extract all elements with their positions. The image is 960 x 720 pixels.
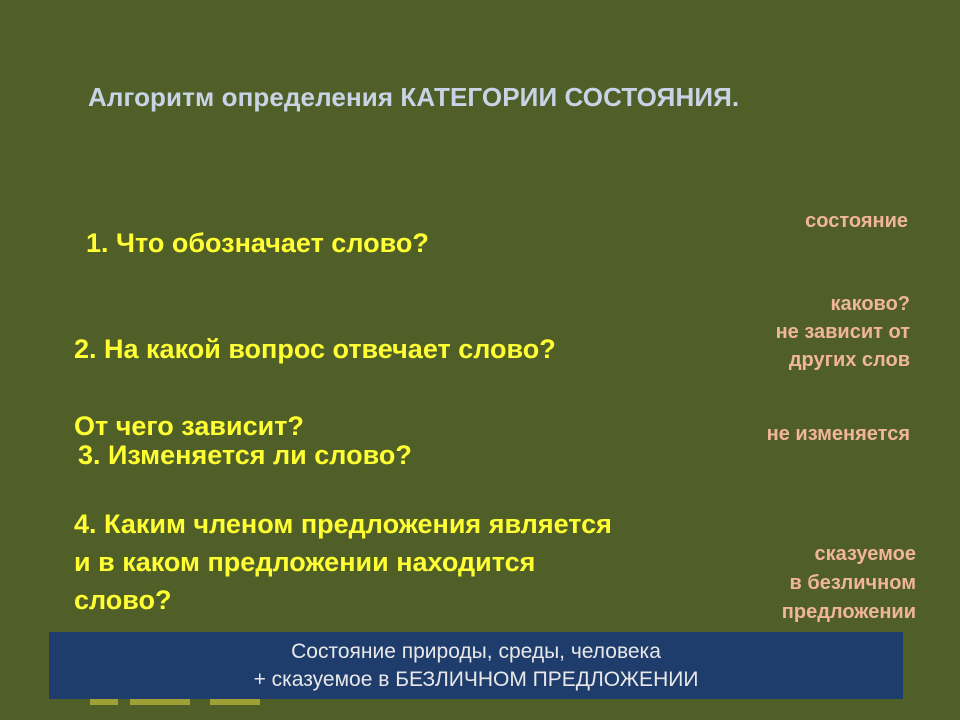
question-4 [74,505,612,619]
answer-4-line: сказуемое [814,543,916,565]
text-remnant [90,699,118,705]
summary-line-1: Состояние природы, среды, человека [291,640,661,663]
answer-4-line: предложении [781,601,916,623]
answer-2 [776,290,910,374]
answer-2-line: не зависит от [775,321,910,343]
question-1: 1. Что обозначает слово? [86,228,429,258]
summary-box [49,632,903,699]
answer-4 [782,540,916,627]
question-4-line: слово? [74,585,172,615]
question-3: 3. Изменяется ли слово? [78,440,412,470]
question-4-line: и в каком предложении находится [74,547,536,577]
question-4-line: 4. Каким членом предложения является [74,509,612,539]
summary-line-2: + сказуемое в БЕЗЛИЧНОМ ПРЕДЛОЖЕНИИ [253,668,699,691]
answer-2-line: других слов [788,349,910,371]
answer-2-line: каково? [830,293,910,315]
question-2: 2. На какой вопрос отвечает слово? [74,334,556,364]
text-remnant [210,699,260,705]
answer-3: не изменяется [766,423,910,445]
answer-4-line: в безличном [789,572,916,594]
answer-1: состояние [805,210,908,232]
slide-title: Алгоритм определения КАТЕГОРИИ СОСТОЯНИЯ. [88,82,740,112]
text-remnant [130,699,190,705]
question-2-extra: От чего зависит? [74,411,304,441]
hidden-text-remnant [90,699,270,713]
